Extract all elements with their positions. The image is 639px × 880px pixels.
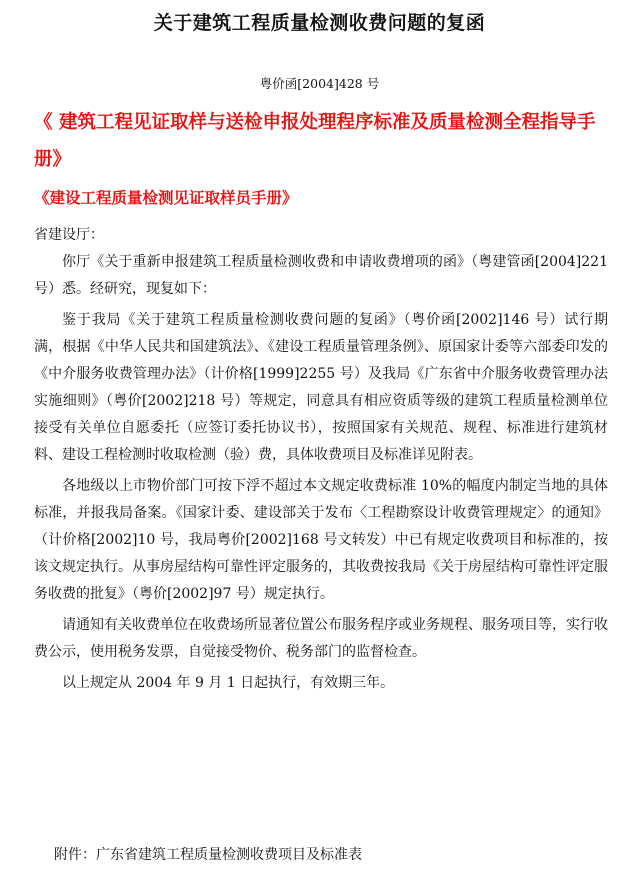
document-title: 关于建筑工程质量检测收费问题的复函: [153, 12, 486, 34]
document-number: 粤价函[2004]428 号: [259, 76, 380, 91]
paragraph-3: 各地级以上市物价部门可按下浮不超过本文规定收费标准 10%的幅度内制定当地的具体标准，并报我局备案。《国家计委、建设部关于发布〈工程勘察设计收费管理规定〉的通知》（计价格[2002]10 号，我局粤价[2002]168 号文转发）中已有规定收费项目和标准的，按该文规定执行。从事房屋结构可靠性评定服务的，其收费按我局《关于房屋结构可靠性评定服务收费的批复》（粤价[2002]97 号）规定执行。: [34, 478, 608, 602]
salutation: 省建设厅：: [34, 227, 104, 243]
promo-link-manual[interactable]: 《 建筑工程见证取样与送检申报处理程序标准及质量检测全程指导手册》: [34, 112, 596, 170]
promo-link-sampler-handbook[interactable]: 《建设工程质量检测见证取样员手册》: [34, 188, 298, 207]
paragraph-2: 鉴于我局《关于建筑工程质量检测收费问题的复函》（粤价函[2002]146 号）试行期满，根据《中华人民共和国建筑法》、《建设工程质量管理条例》、原国家计委等六部委印发的《中介服务收费管理办法》（计价格[1999]2255 号）及我局《广东省中介服务收费管理办法实施细则》（粤价[2002]218 号）等规定，同意具有相应资质等级的建筑工程质量检测单位接受有关单位自愿委托（应签订委托协议书），按照国家有关规范、规程、标准进行建筑材料、建设工程检测时收取检测（验）费，具体收费项目及标准详见附表。: [34, 312, 608, 463]
paragraph-5: 以上规定从 2004 年 9 月 1 日起执行，有效期三年。: [62, 675, 395, 691]
paragraph-4: 请通知有关收费单位在收费场所显著位置公布服务程序或业务规程、服务项目等，实行收费公示，使用税务发票，自觉接受物价、税务部门的监督检查。: [34, 617, 608, 660]
paragraph-1: 你厅《关于重新申报建筑工程质量检测收费和申请收费增项的函》（粤建管函[2004]221 号）悉。经研究，现复如下：: [34, 254, 608, 297]
attachment-line: 附件：广东省建筑工程质量检测收费项目及标准表: [54, 847, 362, 863]
document-body: [34, 222, 608, 697]
